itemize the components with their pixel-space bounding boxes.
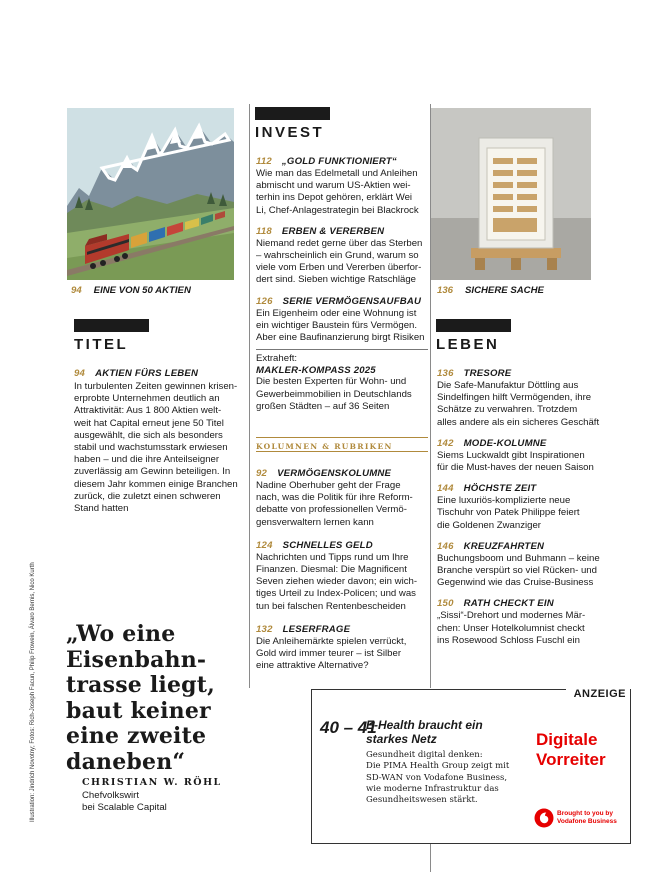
entry-body: Die Safe-Manufaktur Döttling aus Sindelfingen hilft Vermögenden, ihre Schätze zu verwahren. Trotzdem alles andere als ein sicheres Geschäft	[437, 380, 600, 428]
entry-body: „Sissi“-Drehort und modernes Mär- chen: Unser Hotelkolumnist checkt ins Rosewood Schloss Fuschl ein	[437, 610, 586, 646]
titel-entry	[74, 368, 244, 515]
entry-body: Ein Eigenheim oder eine Wohnung ist ein wichtiger Baustein fürs Vermögen. Aber eine Baufinanzierung birgt Risiken	[256, 307, 425, 344]
entry-body: Die Anleihemärkte spielen verrückt, Gold wird immer teurer – ist Silber eine attraktive Alternative?	[256, 635, 407, 672]
entry-head: 132 LESERFRAGE	[256, 623, 351, 635]
ad-body: Gesundheit digital denken: Die PIMA Health Group zeigt mit SD-WAN von Vodafone Business, wie moderne Infrastruktur das Gesundheitswesen stärkt.	[366, 750, 510, 806]
extraheft-title: MAKLER-KOMPASS 2025	[256, 365, 376, 377]
entry-body: Nachrichten und Tipps rund um Ihre Finanzen. Diesmal: Die Magnificent Seven ziehen wieder davon; ein wich- tiges Urteil zu Index-Policen; und was tun bei falschen Rentenbescheiden	[256, 551, 418, 612]
entry-body: Die besten Experten für Wohn- und Gewerbeimmobilien in Deutschlands großen Städten – auf 36 Seiten	[256, 376, 412, 412]
right-image-caption: 136 SICHERE SACHE	[437, 285, 544, 296]
section-bar	[255, 107, 330, 120]
train-illustration	[67, 108, 234, 280]
rule-kolumnen	[256, 437, 428, 438]
extraheft-block	[256, 349, 428, 413]
photo-credit: Illustration: Jindrich Novotny; Fotos: Rich-Joseph Facun, Philip Frowein, Álvaro Bernis, Nico Kurth	[30, 562, 36, 822]
entry-head: 112 „GOLD FUNKTIONIERT“	[256, 156, 397, 167]
section-bar	[74, 319, 149, 332]
entry-body: Nadine Oberhuber geht der Frage nach, was die Politik für ihre Reform- debatte von professionellen Vermö- gensverwaltern lernen kann	[256, 480, 413, 528]
entry-head: 150 RATH CHECKT EIN	[437, 598, 554, 610]
ad-page-numbers: 40 – 41	[320, 718, 377, 737]
entry-head: 92 VERMÖGENSKOLUMNE	[256, 468, 392, 479]
rule-kolumnen	[256, 451, 428, 452]
entry-head: 136 TRESORE	[437, 368, 512, 379]
section-title-kolumnen: KOLUMNEN & RUBRIKEN	[256, 442, 393, 451]
section-title-invest: INVEST	[255, 124, 325, 141]
quote-author-role: Chefvolkswirt bei Scalable Capital	[82, 790, 167, 813]
entry-head: 146 KREUZFAHRTEN	[437, 540, 545, 552]
entry-head: 142 MODE-KOLUMNE	[437, 437, 547, 449]
section-bar	[436, 319, 511, 332]
quote-author: CHRISTIAN W. RÖHL	[82, 777, 222, 788]
entry-body: Siems Luckwaldt gibt Inspirationen für die Must-haves der neuen Saison	[437, 449, 594, 474]
kolumnen-entries	[256, 468, 428, 672]
section-title-leben: LEBEN	[436, 336, 500, 353]
column-divider	[249, 104, 250, 688]
entry-body: Wie man das Edelmetall und Anleihen abmischt und warum US-Aktien wei- terhin ins Depot gehören, erklärt Wei Li, Chef-Anlagestrategin bei Blackrock	[256, 168, 419, 216]
ad-headline: E-Health braucht ein starkes Netz	[366, 718, 483, 746]
left-image-caption: 94 EINE VON 50 AKTIEN	[71, 285, 191, 296]
pull-quote: „Wo eine Eisenbahn- trasse liegt, baut keiner eine zweite daneben“	[66, 621, 215, 775]
ad-label: ANZEIGE	[566, 688, 630, 700]
extraheft-label: Extraheft:	[256, 353, 298, 365]
entry-head: 124 SCHNELLES GELD	[256, 539, 373, 551]
invest-entries	[256, 156, 428, 413]
entry-body: Niemand redet gerne über das Sterben – wahrscheinlich ein Grund, warum so viele vom Erben und Vererben überfor- dert sind. Sieben wichtige Ratschläge	[256, 237, 423, 286]
entry-head: 126 SERIE VERMÖGENSAUFBAU	[256, 295, 422, 307]
entry-body: Buchungsboom und Buhmann – keine Branche verspürt so viel Rücken- und Gegenwind wie das Cruise-Business	[437, 552, 600, 589]
safe-photo	[431, 108, 591, 280]
vodafone-logo-icon	[534, 808, 554, 833]
entry-body: In turbulenten Zeiten gewinnen krisen- erprobte Unternehmen deutlich an Attraktivität: Aus 1 800 Aktien welt- weit hat Capital erneut jene 50 Titel ausgewählt, die sich als besonders stabil und wachstumsstark erwiesen haben – und die ihre Anteilseigner zuverlässig am Gewinn beteiligen. In diesem Jahr kommen einige Branchen zurück, die zuletzt einen schweren Stand hatten	[74, 381, 238, 515]
entry-body: Eine luxuriös-komplizierte neue Tischuhr von Patek Philippe feiert die Goldenen Zwanziger	[437, 495, 580, 531]
advertisement[interactable]	[311, 689, 631, 844]
entry-head: 144 HÖCHSTE ZEIT	[437, 483, 537, 495]
ad-slogan: Digitale Vorreiter	[536, 730, 606, 769]
entry-head: 94 AKTIEN FÜRS LEBEN	[74, 368, 199, 379]
entry-head: 118 ERBEN & VERERBEN	[256, 225, 385, 237]
section-title-titel: TITEL	[74, 336, 129, 353]
leben-entries	[437, 368, 617, 647]
ad-brand: Brought to you by Vodafone Business	[557, 810, 617, 825]
